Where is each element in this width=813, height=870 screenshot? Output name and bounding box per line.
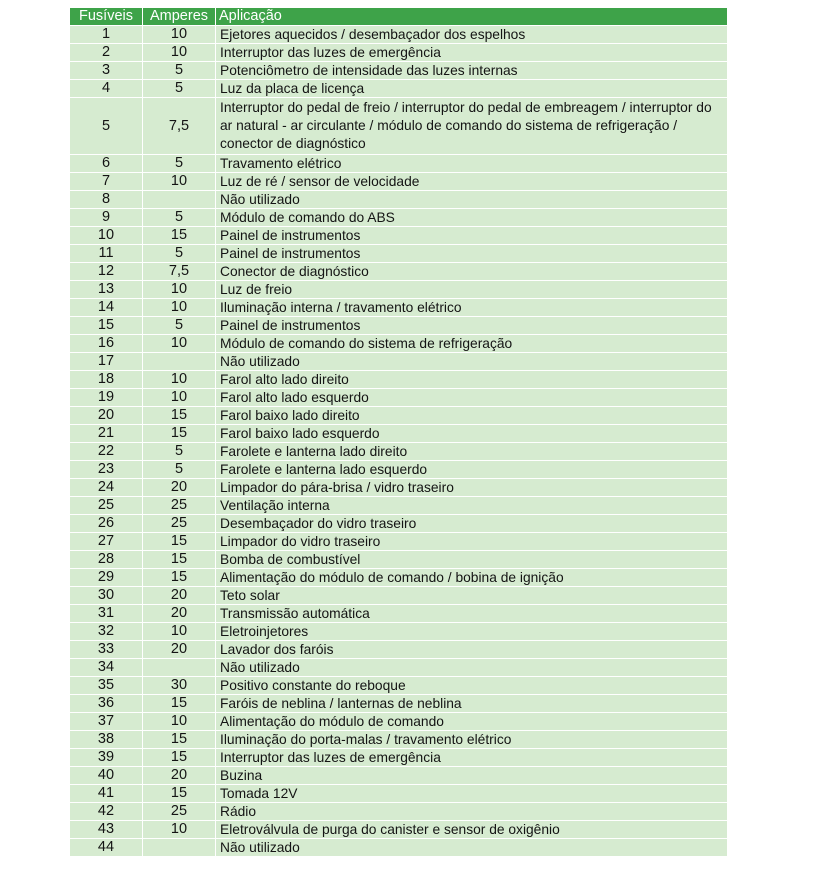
application-cell: Farol alto lado direito [215,371,727,388]
application-cell: Iluminação interna / travamento elétrico [215,299,727,316]
table-row [70,227,727,244]
amperage-cell: 15 [142,533,215,550]
application-cell: Ventilação interna [215,497,727,514]
table-row [70,98,727,154]
fuse-number-cell: 39 [70,749,142,766]
table-row [70,245,727,262]
amperage-cell: 5 [142,443,215,460]
application-cell: Transmissão automática [215,605,727,622]
amperage-cell: 10 [142,623,215,640]
table-row [70,425,727,442]
application-cell: Farolete e lanterna lado direito [215,443,727,460]
fuse-number-cell: 37 [70,713,142,730]
application-cell: Farol baixo lado direito [215,407,727,424]
table-row [70,551,727,568]
application-cell: Painel de instrumentos [215,227,727,244]
amperage-cell: 10 [142,821,215,838]
amperage-cell: 15 [142,695,215,712]
application-cell: Eletroinjetores [215,623,727,640]
table-row [70,299,727,316]
fuse-number-cell: 9 [70,209,142,226]
application-cell: Não utilizado [215,353,727,370]
table-row [70,749,727,766]
amperage-cell: 5 [142,155,215,172]
fuse-number-cell: 36 [70,695,142,712]
amperage-cell: 15 [142,407,215,424]
application-cell: Rádio [215,803,727,820]
application-cell: Alimentação do módulo de comando [215,713,727,730]
amperage-cell: 10 [142,389,215,406]
application-cell: Bomba de combustível [215,551,727,568]
amperage-cell [142,191,215,208]
amperage-cell: 20 [142,605,215,622]
table-row [70,281,727,298]
fuse-number-cell: 13 [70,281,142,298]
amperage-cell: 15 [142,785,215,802]
fuse-number-cell: 5 [70,98,142,154]
fuse-number-cell: 15 [70,317,142,334]
fuse-number-cell: 35 [70,677,142,694]
application-cell: Positivo constante do reboque [215,677,727,694]
amperage-cell: 10 [142,299,215,316]
fuse-number-cell: 28 [70,551,142,568]
amperage-cell: 10 [142,44,215,61]
fuse-number-cell: 34 [70,659,142,676]
table-row [70,62,727,79]
table-row [70,605,727,622]
table-row [70,839,727,856]
application-cell: Lavador dos faróis [215,641,727,658]
fuse-number-cell: 26 [70,515,142,532]
table-row [70,26,727,43]
table-row [70,407,727,424]
header-fusiveis: Fusíveis [70,8,142,25]
fuse-number-cell: 31 [70,605,142,622]
application-cell: Tomada 12V [215,785,727,802]
application-cell: Interruptor do pedal de freio / interruptor do pedal de embreagem / interruptor do ar natural - ar circulante / módulo de comando do sistema de refrigeração / conector de diagnóstico [215,98,727,154]
table-body [70,26,727,856]
application-cell: Limpador do pára-brisa / vidro traseiro [215,479,727,496]
application-cell: Não utilizado [215,191,727,208]
fuse-number-cell: 24 [70,479,142,496]
amperage-cell: 7,5 [142,98,215,154]
application-cell: Painel de instrumentos [215,245,727,262]
table-row [70,353,727,370]
fuse-number-cell: 14 [70,299,142,316]
amperage-cell: 10 [142,371,215,388]
fuse-number-cell: 1 [70,26,142,43]
amperage-cell: 15 [142,569,215,586]
fuse-number-cell: 20 [70,407,142,424]
amperage-cell: 30 [142,677,215,694]
table-row [70,209,727,226]
table-row [70,479,727,496]
table-row [70,155,727,172]
application-cell: Interruptor das luzes de emergência [215,44,727,61]
application-cell: Luz de freio [215,281,727,298]
application-cell: Módulo de comando do sistema de refrigeração [215,335,727,352]
application-cell: Farolete e lanterna lado esquerdo [215,461,727,478]
fuse-number-cell: 43 [70,821,142,838]
table-row [70,497,727,514]
table-row [70,335,727,352]
fuse-number-cell: 7 [70,173,142,190]
application-cell: Iluminação do porta-malas / travamento elétrico [215,731,727,748]
fuse-number-cell: 41 [70,785,142,802]
table-row [70,389,727,406]
fuse-number-cell: 27 [70,533,142,550]
table-row [70,659,727,676]
table-row [70,44,727,61]
fuse-number-cell: 3 [70,62,142,79]
application-cell: Potenciômetro de intensidade das luzes internas [215,62,727,79]
application-cell: Alimentação do módulo de comando / bobina de ignição [215,569,727,586]
application-cell: Limpador do vidro traseiro [215,533,727,550]
application-cell: Painel de instrumentos [215,317,727,334]
amperage-cell: 15 [142,551,215,568]
table-row [70,623,727,640]
table-row [70,80,727,97]
amperage-cell: 20 [142,767,215,784]
table-row [70,695,727,712]
table-header-row [70,8,727,25]
amperage-cell: 5 [142,245,215,262]
amperage-cell: 25 [142,515,215,532]
fuse-number-cell: 23 [70,461,142,478]
amperage-cell: 10 [142,26,215,43]
header-amperes: Amperes [142,8,215,25]
fuse-number-cell: 29 [70,569,142,586]
amperage-cell: 7,5 [142,263,215,280]
fuse-number-cell: 8 [70,191,142,208]
fuse-number-cell: 18 [70,371,142,388]
application-cell: Não utilizado [215,659,727,676]
amperage-cell: 20 [142,479,215,496]
table-row [70,569,727,586]
amperage-cell: 10 [142,713,215,730]
amperage-cell [142,659,215,676]
application-cell: Interruptor das luzes de emergência [215,749,727,766]
table-row [70,767,727,784]
fuse-number-cell: 16 [70,335,142,352]
fuse-number-cell: 11 [70,245,142,262]
fuse-number-cell: 22 [70,443,142,460]
amperage-cell: 20 [142,641,215,658]
amperage-cell: 15 [142,425,215,442]
fuse-number-cell: 42 [70,803,142,820]
fuse-number-cell: 25 [70,497,142,514]
application-cell: Ejetores aquecidos / desembaçador dos espelhos [215,26,727,43]
application-cell: Conector de diagnóstico [215,263,727,280]
fuse-number-cell: 30 [70,587,142,604]
fuse-number-cell: 32 [70,623,142,640]
fuse-number-cell: 21 [70,425,142,442]
table-row [70,587,727,604]
fuse-number-cell: 40 [70,767,142,784]
table-row [70,785,727,802]
amperage-cell [142,353,215,370]
application-cell: Farol alto lado esquerdo [215,389,727,406]
table-row [70,641,727,658]
amperage-cell: 5 [142,461,215,478]
table-row [70,677,727,694]
table-row [70,821,727,838]
amperage-cell [142,839,215,856]
fuse-number-cell: 2 [70,44,142,61]
amperage-cell: 5 [142,209,215,226]
application-cell: Luz de ré / sensor de velocidade [215,173,727,190]
application-cell: Teto solar [215,587,727,604]
amperage-cell: 25 [142,497,215,514]
amperage-cell: 15 [142,731,215,748]
table-row [70,371,727,388]
table-row [70,515,727,532]
amperage-cell: 20 [142,587,215,604]
fuse-number-cell: 10 [70,227,142,244]
amperage-cell: 25 [142,803,215,820]
table-row [70,173,727,190]
amperage-cell: 15 [142,227,215,244]
fuse-number-cell: 44 [70,839,142,856]
application-cell: Desembaçador do vidro traseiro [215,515,727,532]
table-row [70,443,727,460]
fuse-number-cell: 38 [70,731,142,748]
table-row [70,533,727,550]
application-cell: Eletroválvula de purga do canister e sensor de oxigênio [215,821,727,838]
fuse-number-cell: 4 [70,80,142,97]
fuse-table [70,7,727,857]
table-row [70,803,727,820]
table-row [70,713,727,730]
fuse-number-cell: 6 [70,155,142,172]
fuse-number-cell: 17 [70,353,142,370]
amperage-cell: 5 [142,62,215,79]
amperage-cell: 10 [142,335,215,352]
table-row [70,263,727,280]
header-aplicacao: Aplicação [215,8,727,25]
application-cell: Farol baixo lado esquerdo [215,425,727,442]
amperage-cell: 10 [142,173,215,190]
application-cell: Módulo de comando do ABS [215,209,727,226]
application-cell: Luz da placa de licença [215,80,727,97]
table-row [70,317,727,334]
amperage-cell: 15 [142,749,215,766]
table-row [70,191,727,208]
fuse-number-cell: 33 [70,641,142,658]
table-row [70,731,727,748]
table-row [70,461,727,478]
application-cell: Travamento elétrico [215,155,727,172]
application-cell: Faróis de neblina / lanternas de neblina [215,695,727,712]
amperage-cell: 10 [142,281,215,298]
amperage-cell: 5 [142,80,215,97]
application-cell: Não utilizado [215,839,727,856]
application-cell: Buzina [215,767,727,784]
fuse-number-cell: 12 [70,263,142,280]
fuse-table-container [70,7,727,857]
amperage-cell: 5 [142,317,215,334]
fuse-number-cell: 19 [70,389,142,406]
